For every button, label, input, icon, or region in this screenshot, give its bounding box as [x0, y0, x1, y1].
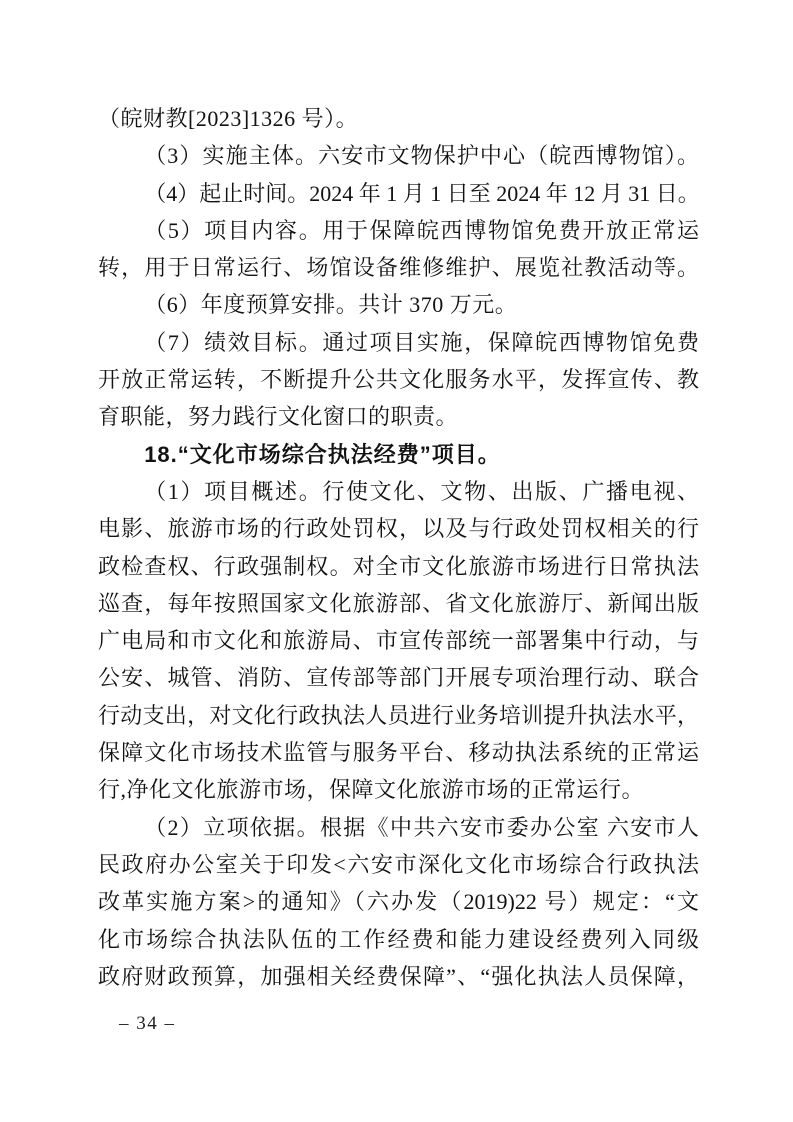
section-18-heading: 18.“文化市场综合执法经费”项目。: [144, 441, 501, 467]
text-line: 政府财政预算，加强相关经费保障”、“强化执法人员保障，: [98, 963, 699, 989]
page-number: – 34 –: [119, 1013, 176, 1034]
text-block: [98, 100, 699, 995]
text-line: 保障文化市场技术监管与服务平台、移动执法系统的正常运: [98, 740, 699, 766]
text-line: 巡查，每年按照国家文化旅游部、省文化旅游厅、新闻出版: [98, 590, 699, 616]
text-line: 育职能，努力践行文化窗口的职责。: [98, 404, 459, 430]
text-line: （4）起止时间。2024 年 1 月 1 日至 2024 年 12 月 31 日。: [144, 180, 700, 206]
text-line: 广电局和市文化和旅游局、市宣传部统一部署集中行动，与: [98, 628, 699, 654]
text-line: 开放正常运转，不断提升公共文化服务水平，发挥宣传、教: [98, 367, 699, 393]
text-line: （皖财教[2023]1326 号）。: [98, 106, 359, 131]
text-line: （7）绩效目标。通过项目实施，保障皖西博物馆免费: [144, 329, 699, 355]
text-line: 公安、城管、消防、宣传部等部门开展专项治理行动、联合: [98, 665, 699, 691]
text-line: （1）项目概述。行使文化、文物、出版、广播电视、: [144, 478, 699, 504]
text-line: 改革实施方案>的通知》（六办发（2019)22 号）规定：“文: [98, 889, 699, 915]
text-line: 转，用于日常运行、场馆设备维修维护、展览社教活动等。: [98, 255, 699, 281]
text-line: 行,净化文化旅游市场，保障文化旅游市场的正常运行。: [98, 777, 645, 803]
text-line: 行动支出，对文化行政执法人员进行业务培训提升执法水平，: [98, 702, 699, 728]
text-line: （6）年度预算安排。共计 370 万元。: [144, 292, 518, 318]
text-line: （2）立项依据。根据《中共六安市委办公室 六安市人: [144, 814, 699, 840]
text-line: 民政府办公室关于印发<六安市深化文化市场综合行政执法: [98, 851, 699, 877]
text-line: （3）实施主体。六安市文物保护中心（皖西博物馆）。: [144, 143, 699, 169]
text-line: 电影、旅游市场的行政处罚权，以及与行政处罚权相关的行: [98, 516, 699, 542]
text-line: 政检查权、行政强制权。对全市文化旅游市场进行日常执法: [98, 553, 699, 579]
text-line: 化市场综合执法队伍的工作经费和能力建设经费列入同级: [98, 926, 699, 952]
text-line: （5）项目内容。用于保障皖西博物馆免费开放正常运: [144, 217, 699, 243]
